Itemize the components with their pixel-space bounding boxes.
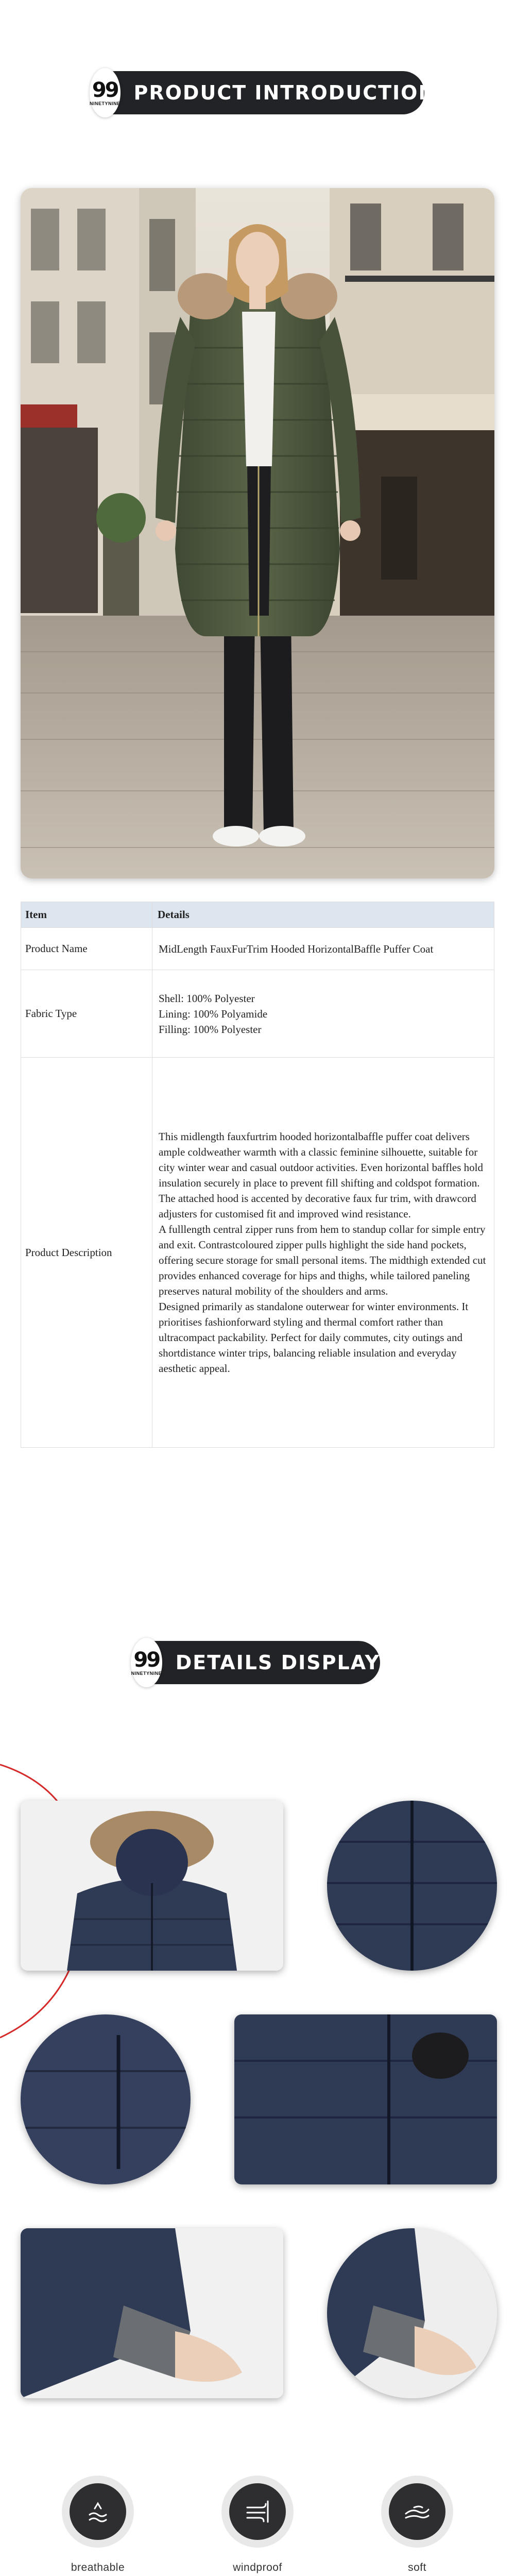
- feature-label: windproof: [233, 2562, 282, 2573]
- feature-label: breathable: [71, 2562, 125, 2573]
- table-row: [21, 970, 494, 1058]
- breathable-icon: [70, 2483, 126, 2540]
- product-introduction-header: [90, 71, 436, 114]
- description-paragraph: A fulllength central zipper runs from hem to standup collar for simple entry and exit. Contrastcoloured zipper pulls highlight the side hand pockets, offering secure storage for small personal items. The midthigh extended cut provides enhanced coverage for hips and thighs, while tailored paneling preserves natural mobility of the shoulders and arms.: [159, 1223, 486, 1297]
- table-row: [21, 928, 494, 970]
- header-item: Item: [21, 902, 152, 928]
- fabric-type-value: [152, 970, 494, 1058]
- product-name-value: MidLength FauxFurTrim Hooded HorizontalBaffle Puffer Coat: [152, 928, 494, 970]
- detail-image-hand-pocket: [234, 2014, 497, 2184]
- logo-number: 99: [92, 78, 118, 102]
- section-title: PRODUCT INTRODUCTION: [133, 81, 436, 104]
- feature-windproof: [201, 2476, 314, 2574]
- windproof-icon: [229, 2483, 286, 2540]
- header-details: Details: [152, 902, 494, 928]
- description-paragraph: This midlength fauxfurtrim hooded horizontalbaffle puffer coat delivers ample coldweather warmth with a classic feminine silhouette, suitable for city winter wear and casual outdoor activities. Even horizontal baffles hold insulation securely in place to prevent fill shifting and coldspot formation. The attached hood is accented by decorative faux fur trim, with drawcord adjusters for customised fit and improved wind resistance.: [159, 1130, 483, 1220]
- fabric-filling: Filling: 100% Polyester: [159, 1023, 262, 1036]
- hero-model-photo: [21, 188, 494, 878]
- detail-image-pocket-circle: [21, 2014, 191, 2184]
- fabric-shell: Shell: 100% Polyester: [159, 992, 255, 1005]
- product-description-label: Product Description: [21, 1058, 152, 1448]
- logo-brand: NINETYNINE: [90, 100, 121, 106]
- product-name-label: Product Name: [21, 928, 152, 970]
- model-wearing-olive-coat-image: [21, 188, 494, 878]
- feature-soft: [360, 2476, 474, 2574]
- logo-number: 99: [133, 1648, 160, 1672]
- details-display-header: [131, 1641, 380, 1684]
- brand-logo: [131, 1638, 162, 1687]
- detail-image-hood-front: [21, 1801, 283, 1971]
- detail-image-sleeve-cuff: [21, 2228, 283, 2398]
- soft-icon: [389, 2483, 445, 2540]
- product-description-value: [152, 1058, 494, 1448]
- detail-image-zipper-circle: [327, 1801, 497, 1971]
- table-header-row: [21, 902, 494, 928]
- description-paragraph: Designed primarily as standalone outerwear for winter environments. It prioritises fashionforward styling and thermal comfort rather than ultracompact packability. Perfect for daily commutes, city outings and shortdistance winter trips, balancing reliable insulation and everyday aesthetic appeal.: [159, 1300, 469, 1375]
- fabric-lining: Lining: 100% Polyamide: [159, 1007, 268, 1020]
- feature-label: soft: [408, 2562, 426, 2573]
- fabric-type-label: Fabric Type: [21, 970, 152, 1058]
- feature-breathable: [41, 2476, 154, 2574]
- brand-logo: [90, 68, 121, 117]
- detail-image-cuff-circle: [327, 2228, 497, 2398]
- logo-brand: NINETYNINE: [131, 1670, 162, 1676]
- product-spec-table: [21, 902, 494, 1448]
- section-title: DETAILS DISPLAY: [175, 1651, 380, 1674]
- table-row: [21, 1058, 494, 1448]
